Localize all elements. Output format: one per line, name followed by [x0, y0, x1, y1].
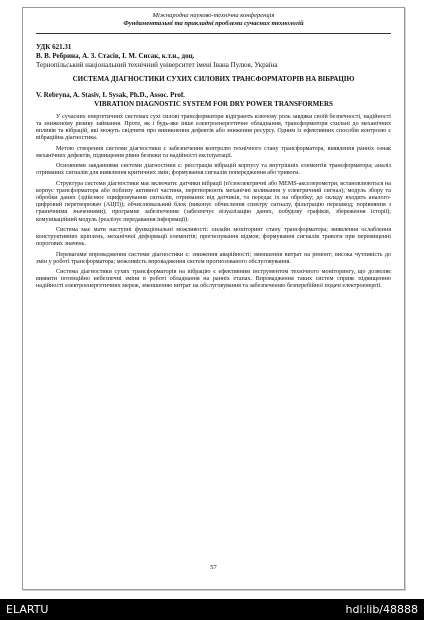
header-divider	[36, 33, 391, 34]
paragraph: Основними завданнями системи діагностики є: реєстрація вібрацій корпусу та внутрішніх елементів трансформатора; аналіз отриманих сигналів для виявлення критичних змін; формування сигналів попередження або тривоги.	[36, 163, 391, 177]
viewer-footer-bar	[0, 599, 424, 620]
paragraph: Система має мати наступні функціональні можливості: онлайн моніторинг стану трансформатора; виявлення ослаблення конструктивних кріплень, механічної деформації елементів; прогнозування відмов; формування сигналів тривоги при перевищенні порогових значень.	[36, 226, 391, 248]
udk-code: УДК 621.31	[36, 43, 72, 51]
abstract-text	[36, 114, 391, 291]
paragraph: Метою створення системи діагностики є забезпечення контролю технічного стану трансформатора, виявлення ранніх ознак механічних дефектів, підвищення рівня безпеки та надійності експлуатації.	[36, 145, 391, 159]
handle-link[interactable]: hdl:lib/48888	[345, 603, 418, 616]
page-number: 57	[210, 564, 217, 571]
paragraph: Система діагностики сухих трансформаторів на вібрацію є ефективним інструментом технічного моніторингу, що дозволяє виявити потенційно небезпечні зміни в роботі обладнання на ранніх етапах. Впровадження таких систем сприяє підвищенню надійності електроенергетичних мереж, зменшенню витрат на обслуговування та забезпеченню безперебійної подачі електроенергії.	[36, 269, 391, 290]
paragraph: У сучасних енергетичних системах сухі силові трансформатори відіграють ключову роль завдяки своїй безпечності, надійності та зниженому ризику займання. Проте, як і будь-яке інше електроенергетичне обладнання, трансформатори схильні до механічних впливів та вібрацій, які можуть свідчити про виникнення дефектів або зниження ресурсу. Одним із ефективних способів контролю є вібраційна діагностика.	[36, 114, 391, 142]
document-page	[22, 7, 405, 590]
title-english: VIBRATION DIAGNOSTIC SYSTEM FOR DRY POWER TRANSFORMERS	[94, 100, 333, 108]
conference-subtitle: Фундаментальні та прикладні проблеми сучасних технологій	[123, 20, 304, 27]
title-ukrainian: СИСТЕМА ДІАГНОСТИКИ СУХИХ СИЛОВИХ ТРАНСФОРМАТОРІВ НА ВІБРАЦІЮ	[72, 75, 355, 83]
running-header	[23, 12, 404, 28]
authors-ukrainian: В. В. Ребрина, А. З. Стасів, І. М. Сисак, к.т.н., доц.	[36, 52, 195, 60]
conference-name: Міжнародна науково-технічна конференція	[152, 12, 275, 19]
affiliation: Тернопільський національний технічний університет імені Івана Пулюя, Україна	[36, 61, 278, 69]
article-body	[36, 43, 391, 294]
repository-name: ELARTU	[6, 603, 49, 616]
paragraph: Структура системи діагностики має включати: датчики вібрації (п'єзоелектричні або MEMS-акселерометри, встановлюються на корпус трансформатора або поблизу активної частини, перетворюють механічні коливання у електричний сигнал); модуль збору та обробки даних (здійснює оцифровування сигналів, отриманих від датчиків, та передає їх на обробку; до складу входить аналого-цифровий перетворювач (АЦП)); обчислювальний блок (виконує обчислення спектру сигналу, фільтрацію перешкод; порівняння з граничними значеннями); програмне забезпечення (забезпечує візуалізацію даних, побудову графіків, збереження історії); комунікаційний модуль (реалізує передавання інформації).	[36, 180, 391, 223]
authors-english: V. Rebryna, A. Stasiv, I. Sysak, Ph.D., Assoc. Prof.	[36, 91, 185, 99]
paragraph: Перевагами впровадження системи діагностики є: зниження аварійності; зменшення витрат на ремонт; висока чутливість до змін у роботі трансформатора; можливість впровадження систем прогнозованого обслуговування.	[36, 251, 391, 265]
